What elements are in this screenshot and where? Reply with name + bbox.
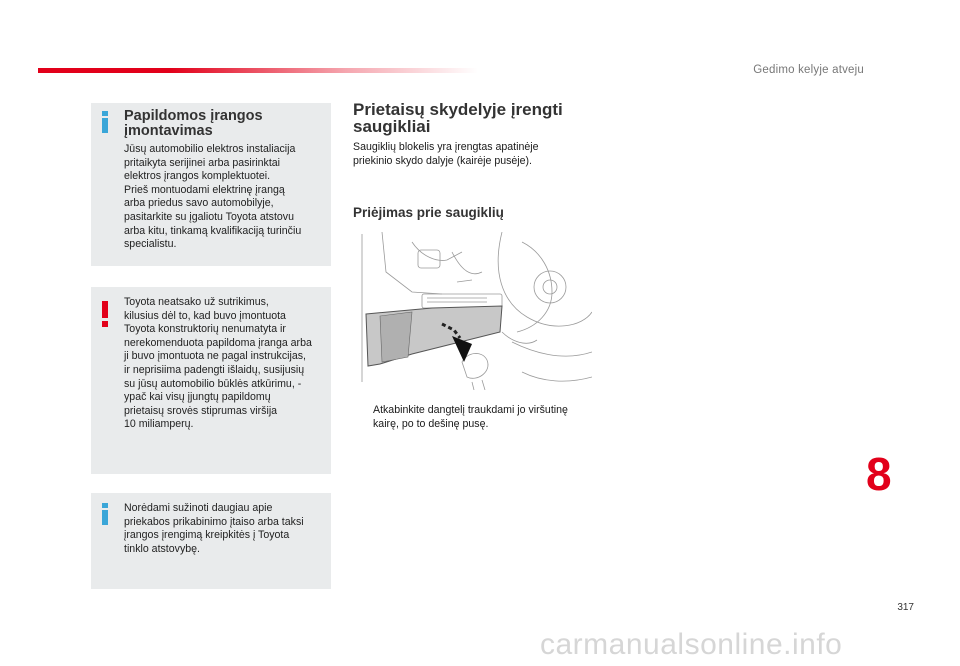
subsection-title: Priėjimas prie saugiklių (353, 205, 504, 220)
info-box-towing (91, 493, 331, 589)
page-title: Prietaisų skydelyje įrengti saugikliai (353, 100, 563, 136)
info-box-text: Norėdami sužinoti daugiau apie priekabos prikabinimo įtaiso arba taksi įrangos įrengimą kreipkitės į Toyota tinklo atstovybę. (124, 502, 304, 555)
info-box-text: Jūsų automobilio elektros instaliacija pritaikyta serijinei arba pasirinktai elektros įrangos komplektuotei. Prieš montuodami elektrinę įrangą arba priedus savo automobilyje, pasitarkite su įgaliotu Toyota atstovu arba kitu, tinkamą kvalifikaciją turinčiu specialistu. (124, 143, 302, 251)
page-number: 317 (897, 602, 914, 613)
info-icon (99, 111, 111, 133)
warning-text: Toyota neatsako už sutrikimus, kilusius dėl to, kad buvo įmontuota Toyota konstruktorių nenumatyta ir nerekomenduota papildoma įranga arba ji buvo įmontuota ne pagal instrukcijas, ir neprisiima padengti išlaidų, susijusių su jūsų automobilio būklės atkūrimu, - ypač kai visų įjungtų papildomų prietaisų srovės stiprumas viršija 10 miliamperų. (124, 296, 312, 431)
info-icon (99, 503, 111, 525)
chapter-number: 8 (866, 448, 892, 500)
info-box-accessories (91, 103, 331, 266)
warning-icon (101, 301, 109, 327)
intro-text: Saugiklių blokelis yra įrengtas apatinėje priekinio skydo dalyje (kairėje pusėje). (353, 141, 539, 167)
watermark: carmanualsonline.info (540, 628, 843, 661)
header-accent-bar (38, 68, 478, 73)
section-header: Gedimo kelyje atveju (753, 64, 864, 76)
info-box-title: Papildomos įrangos įmontavimas (124, 108, 263, 139)
warning-box (91, 287, 331, 474)
fuse-box-cover-illustration (352, 232, 592, 390)
instruction-text: Atkabinkite dangtelį traukdami jo viršutinę kairę, po to dešinę pusę. (373, 404, 568, 430)
